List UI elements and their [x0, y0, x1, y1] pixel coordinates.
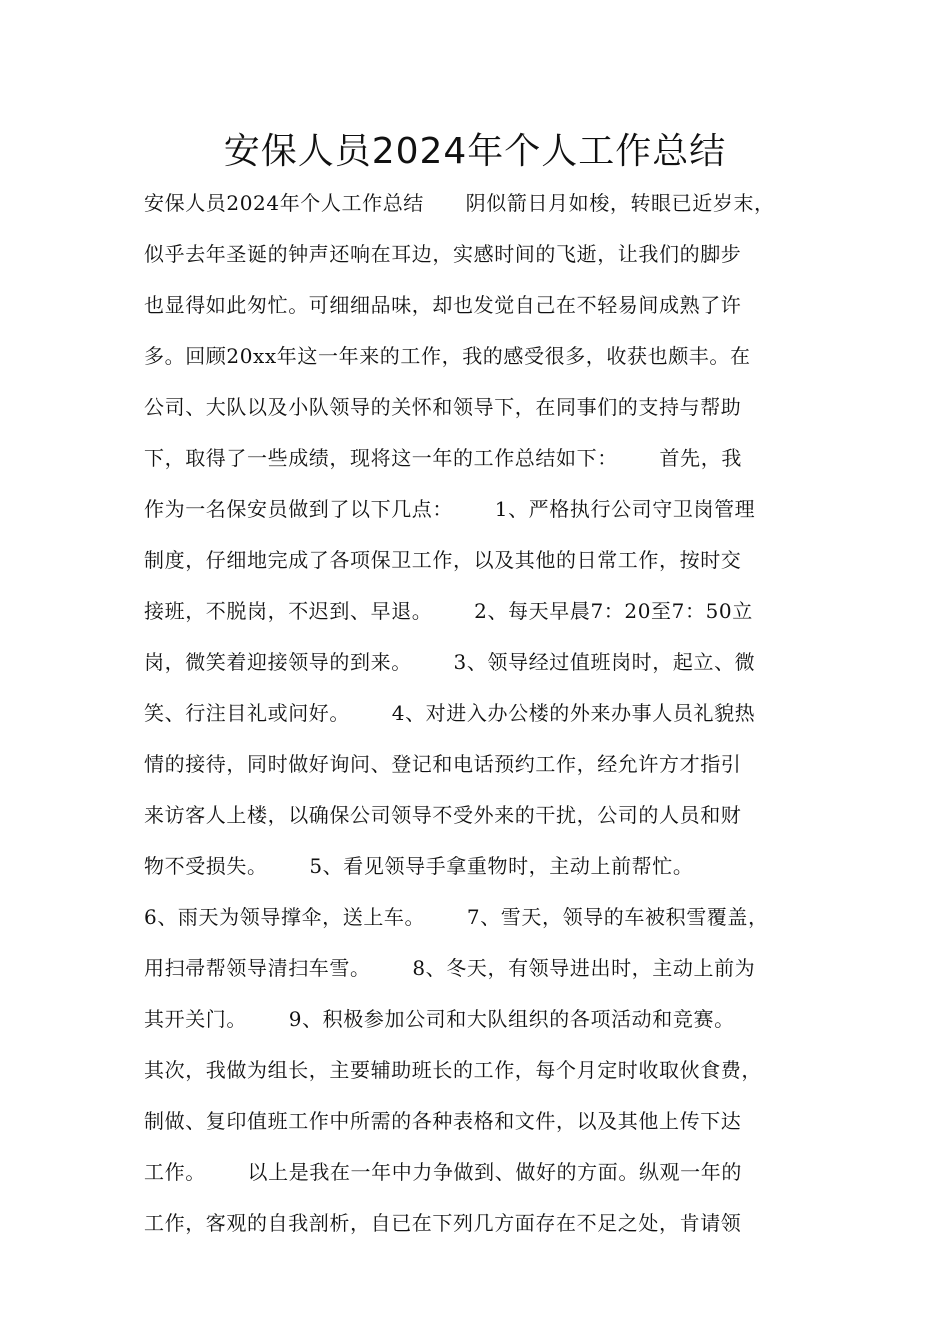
body-line: 制做、复印值班工作中所需的各种表格和文件，以及其他上传下达	[144, 1109, 742, 1133]
body-line: 下，取得了一些成绩，现将这一年的工作总结如下： 首先，我	[144, 446, 742, 470]
body-line: 安保人员2024年个人工作总结 阴似箭日月如梭，转眼已近岁末，	[144, 191, 775, 215]
body-line: 用扫帚帮领导清扫车雪。 8、冬天，有领导进出时，主动上前为	[144, 956, 756, 980]
body-line: 情的接待，同时做好询问、登记和电话预约工作，经允许方才指引	[144, 752, 742, 776]
body-line: 笑、行注目礼或问好。 4、对进入办公楼的外来办事人员礼貌热	[144, 701, 756, 725]
body-line: 物不受损失。 5、看见领导手拿重物时，主动上前帮忙。	[144, 854, 694, 878]
body-line: 接班，不脱岗，不迟到、早退。 2、每天早晨7：20至7：50立	[144, 599, 753, 623]
body-line: 工作，客观的自我剖析，自已在下列几方面存在不足之处，肯请领	[144, 1211, 742, 1235]
body-line: 作为一名保安员做到了以下几点： 1、严格执行公司守卫岗管理	[144, 497, 756, 521]
body-line: 也显得如此匆忙。可细细品味，却也发觉自己在不轻易间成熟了许	[144, 293, 742, 317]
body-line: 岗，微笑着迎接领导的到来。 3、领导经过值班岗时，起立、微	[144, 650, 756, 674]
body-line: 似乎去年圣诞的钟声还响在耳边，实感时间的飞逝，让我们的脚步	[144, 242, 742, 266]
body-line: 6、雨天为领导撑伞，送上车。 7、雪天，领导的车被积雪覆盖，	[144, 905, 769, 929]
document-title: 安保人员2024年个人工作总结	[223, 131, 727, 172]
document-body	[144, 178, 824, 1249]
body-line: 来访客人上楼，以确保公司领导不受外来的干扰，公司的人员和财	[144, 803, 742, 827]
body-line: 工作。 以上是我在一年中力争做到、做好的方面。纵观一年的	[144, 1160, 742, 1184]
body-line: 其开关门。 9、积极参加公司和大队组织的各项活动和竞赛。	[144, 1007, 735, 1031]
body-line: 其次，我做为组长，主要辅助班长的工作，每个月定时收取伙食费，	[144, 1058, 762, 1082]
body-line: 多。回顾20xx年这一年来的工作，我的感受很多，收获也颇丰。在	[144, 344, 751, 368]
body-line: 公司、大队以及小队领导的关怀和领导下，在同事们的支持与帮助	[144, 395, 742, 419]
body-line: 制度，仔细地完成了各项保卫工作，以及其他的日常工作，按时交	[144, 548, 742, 572]
